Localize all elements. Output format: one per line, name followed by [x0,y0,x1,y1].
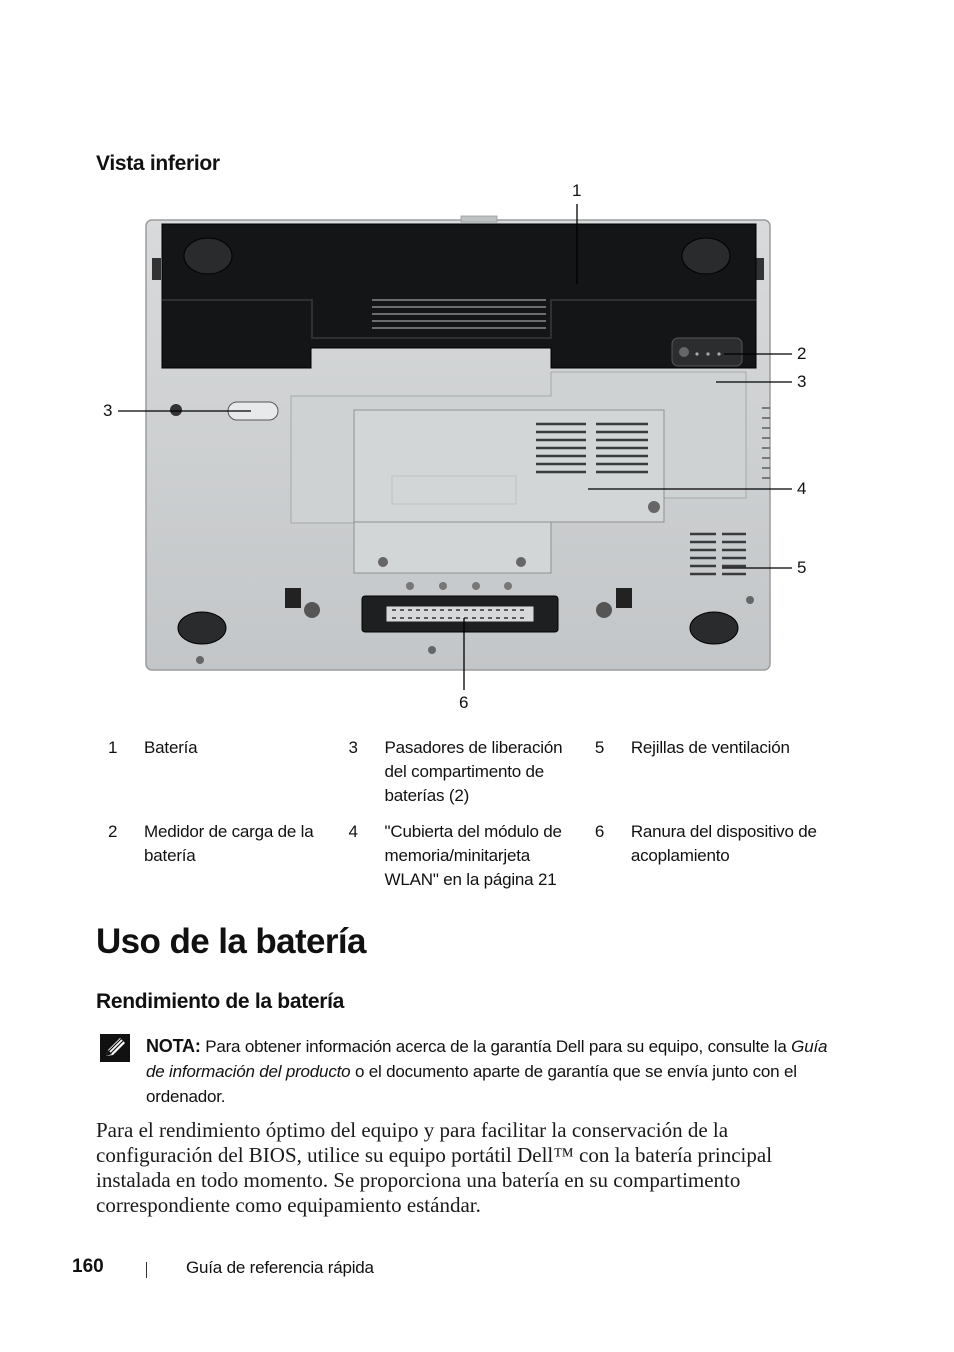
legend-label: Rejillas de ventilación [630,738,790,757]
note-label: NOTA: [146,1036,201,1056]
note-text-after: o el documento aparte de garantía que se envía junto con el ordenador. [146,1062,797,1106]
legend-number: 2 [108,822,118,841]
callout-2: 2 [797,344,807,363]
callout-1: 1 [572,181,582,200]
callout-3-left: 3 [103,401,113,420]
legend-number: 5 [594,738,605,757]
main-title: Uso de la batería [96,922,366,961]
page-number: 160 [72,1256,104,1277]
legend-number: 1 [108,738,118,757]
laptop-bottom-illustration [96,178,856,718]
legend-label: Ranura del dispositivo de acoplamiento [630,822,817,865]
note-pencil-icon [100,1034,130,1062]
body-paragraph: Para el rendimiento óptimo del equipo y para facilitar la conservación de la configuración del BIOS, utilice su equipo portátil Dell™ con la batería principal instalada en todo momento. Se proporciona una batería en su compartimento correspondiente como equipamiento estándar. [96,1118,773,1217]
laptop-bottom-view-figure [96,178,856,718]
legend-number: 3 [348,738,358,757]
note-text [146,1034,846,1109]
legend-row [108,820,838,892]
legend-label: Medidor de carga de la batería [144,822,314,865]
callout-4: 4 [797,479,807,498]
legend-row [108,736,838,820]
footer-separator [146,1262,147,1278]
legend-number: 6 [594,822,605,841]
callout-6: 6 [459,693,469,712]
callout-5: 5 [797,558,807,577]
section-heading: Vista inferior [96,152,220,175]
legend-label: Batería [144,738,198,757]
note-italic-title: Guía de información del producto [146,1037,828,1081]
legend-label: Pasadores de liberación del compartimento de baterías (2) [384,738,563,805]
legend-number: 4 [348,822,358,841]
sub-title: Rendimiento de la batería [96,990,345,1013]
figure-legend-table [108,736,838,892]
footer-text: Guía de referencia rápida [186,1258,374,1277]
callout-3-right: 3 [797,372,807,391]
note-text-before: Para obtener información acerca de la garantía Dell para su equipo, consulte la [205,1037,787,1056]
legend-label: "Cubierta del módulo de memoria/minitarjeta WLAN" en la página 21 [384,822,562,889]
